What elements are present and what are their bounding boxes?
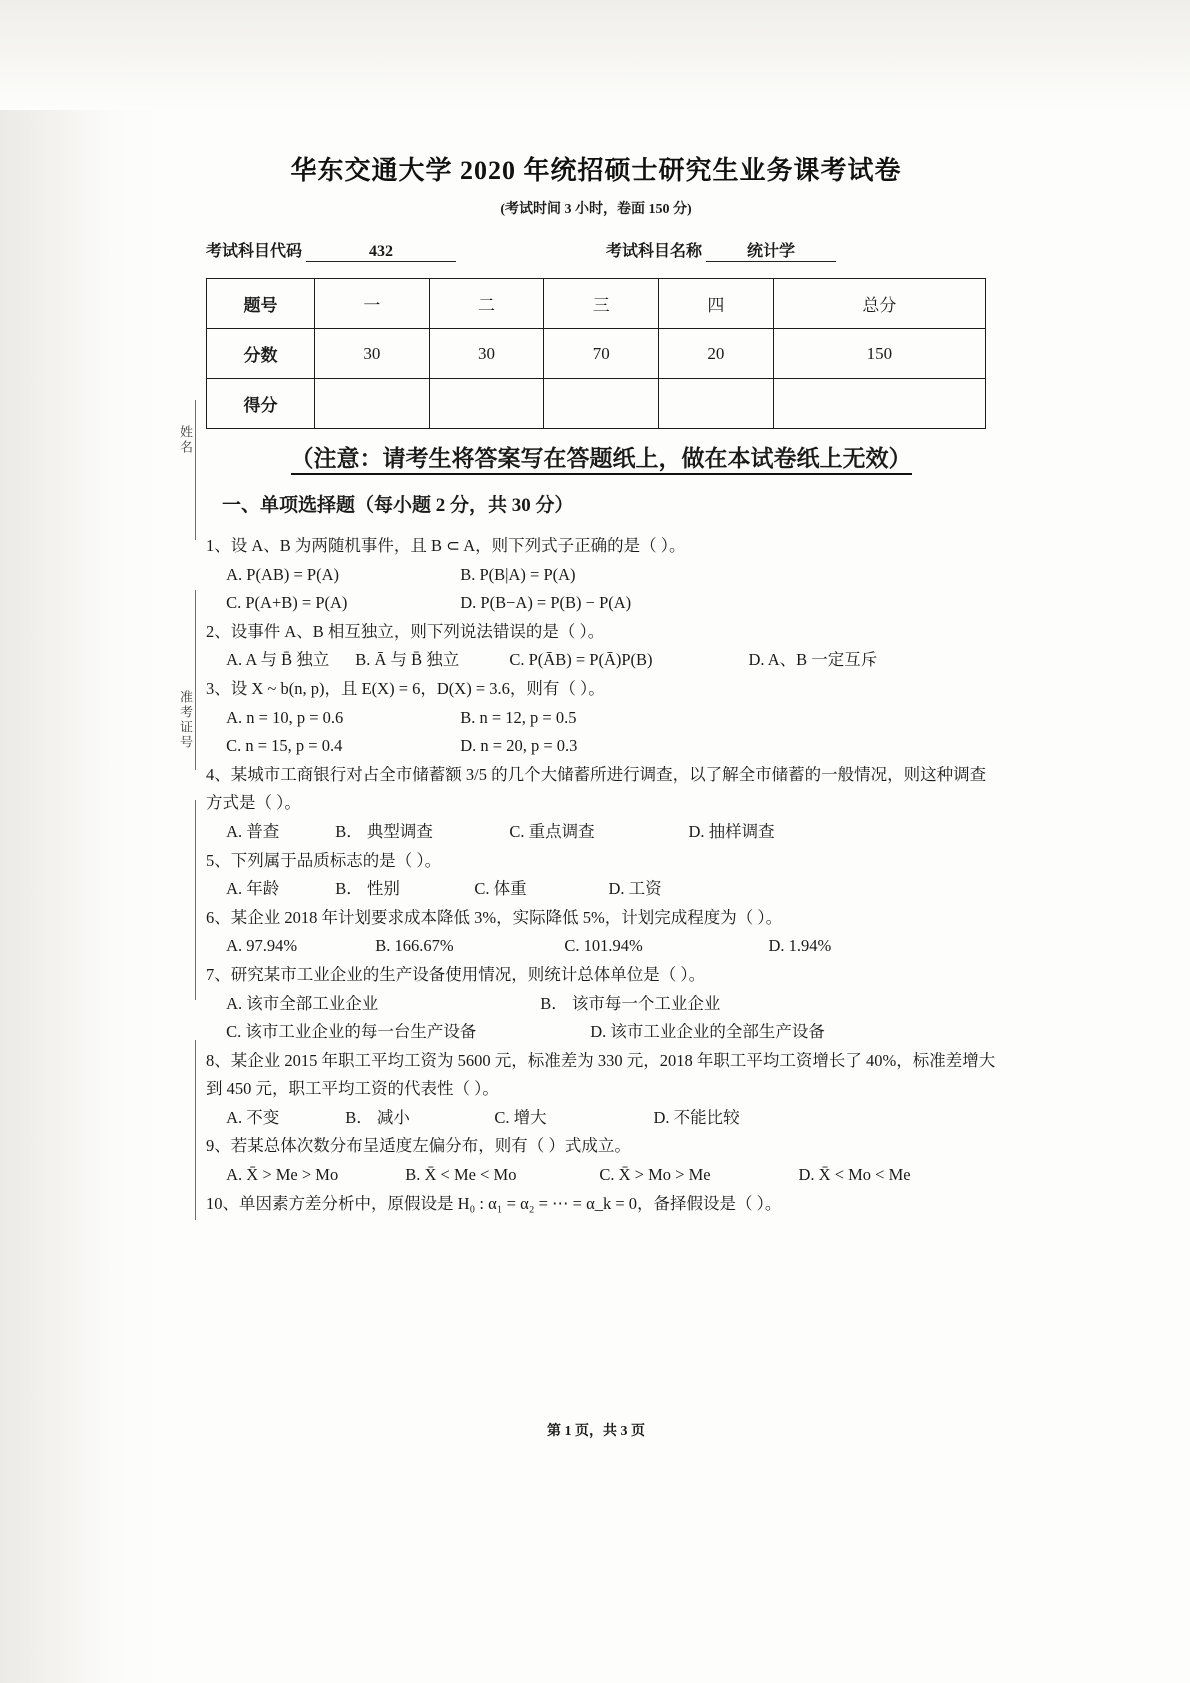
subject-name-label: 考试科目名称 [606,243,703,260]
score-table [206,278,986,429]
score-table-cell: 总分 [773,279,985,329]
question-9-stem: 9、若某总体次数分布呈适度左偏分布，则有（ ）式成立。 [206,1136,631,1156]
score-table-cell: 二 [429,279,544,329]
question-8-stem: 8、某企业 2015 年职工平均工资为 5600 元，标准差为 330 元，2018 年职工平均工资增长了 40%，标准差增大到 450 元，职工平均工资的代表性（ ）。 [206,1050,996,1099]
question-5 [206,847,996,904]
question-9-options-line1 [206,1161,996,1190]
option: D. A、B 一定互斥 [748,650,878,670]
option: B. P(B|A) = P(A) [460,564,576,584]
option: B． 性别 [335,879,400,899]
page-title: 华东交通大学 2020 年统招硕士研究生业务课考试卷 [290,156,902,185]
score-table-cell: 30 [429,329,544,379]
score-table-cell: 三 [544,279,659,329]
question-3-options-line2 [206,732,996,761]
question-9 [206,1132,996,1189]
question-6 [206,904,996,961]
question-10-stem: 10、单因素方差分析中，原假设是 H₀ : α₁ = α₂ = ⋯ = α_k = 0，备择假设是（ ）。 [206,1193,782,1213]
option: A. 普查 [226,821,280,841]
option: C. 增大 [494,1107,547,1127]
option: D. 抽样调查 [688,821,775,841]
score-table-cell [773,379,985,429]
exam-sheet [196,150,996,1470]
option: D. P(B−A) = P(B) − P(A) [460,593,632,613]
score-table-cell [315,379,430,429]
option: A. A 与 B̄ 独立 [226,650,330,670]
option: C. 101.94% [564,936,643,956]
question-1 [206,532,996,618]
subject-code-label: 考试科目代码 [206,243,303,260]
subject-name-group [606,238,836,262]
section-heading: 一、单项选择题（每小题 2 分，共 30 分） [222,495,574,516]
option: D. 不能比较 [653,1107,740,1127]
subject-name-value: 统计学 [706,238,836,262]
score-table-cell [544,379,659,429]
question-1-options-line1 [206,561,996,590]
option: B． 减小 [345,1107,410,1127]
option: D. 1.94% [768,936,832,956]
option: C. 体重 [474,879,527,899]
notice-underlined: （注意：请考生将答案写在答题纸上，做在本试卷纸上无效） [291,446,912,475]
option: A. n = 10, p = 0.6 [226,707,344,727]
score-table-row-header: 题号 [207,279,315,329]
question-8-options-line1 [206,1104,996,1133]
option: C. X̄ > Mo > Me [599,1165,711,1185]
option: C. P(A+B) = P(A) [226,593,348,613]
option: B． 该市每一个工业企业 [540,993,721,1013]
option: D. 工资 [608,879,662,899]
question-3-options-line1 [206,704,996,733]
question-6-stem: 6、某企业 2018 年计划要求成本降低 3%，实际降低 5%，计划完成程度为（ ）。 [206,907,783,927]
score-table-row-header: 得分 [207,379,315,429]
score-table-cell: 30 [315,329,430,379]
page-footer: 第 1 页，共 3 页 [547,1424,645,1439]
question-7-options-line2 [206,1018,996,1047]
option: B. Ā 与 B̄ 独立 [355,650,460,670]
subject-code-group [206,238,456,262]
question-list [206,532,996,1218]
option: B. X̄ < Me < Mo [405,1165,517,1185]
question-2-stem: 2、设事件 A、B 相互独立，则下列说法错误的是（ ）。 [206,621,605,641]
option: C. P(ĀB) = P(Ā)P(B) [509,650,653,670]
table-row [207,279,986,329]
option: B. 166.67% [375,936,454,956]
score-table-cell [429,379,544,429]
score-table-cell: 一 [315,279,430,329]
option: C. 该市工业企业的每一台生产设备 [226,1022,477,1042]
option: D. X̄ < Mo < Me [798,1165,911,1185]
option: D. n = 20, p = 0.3 [460,736,578,756]
option: D. 该市工业企业的全部生产设备 [590,1022,825,1042]
question-2 [206,618,996,675]
side-label-name: 姓名 [178,425,193,455]
score-table-cell [659,379,774,429]
option: A. 97.94% [226,936,298,956]
option: A. 年龄 [226,879,280,899]
scan-shadow-top [0,0,1190,110]
option: B． 典型调查 [335,821,433,841]
question-6-options-line1 [206,932,996,961]
question-3-stem: 3、设 X ~ b(n, p)，且 E(X) = 6，D(X) = 3.6，则有（ ）。 [206,678,605,698]
question-4-options-line1 [206,818,996,847]
scan-shadow-left [0,0,160,1683]
score-table-cell: 70 [544,329,659,379]
meta-row [206,238,996,266]
question-8 [206,1047,996,1133]
question-5-options-line1 [206,875,996,904]
subject-code-value: 432 [306,243,456,262]
question-1-stem: 1、设 A、B 为两随机事件，且 B ⊂ A，则下列式子正确的是（ ）。 [206,536,686,555]
question-5-stem: 5、下列属于品质标志的是（ ）。 [206,850,442,870]
score-table-cell: 四 [659,279,774,329]
question-7-stem: 7、研究某市工业企业的生产设备使用情况，则统计总体单位是（ ）。 [206,964,706,984]
option: A. 该市全部工业企业 [226,993,379,1013]
question-4 [206,761,996,847]
question-10 [206,1190,996,1219]
option: A. X̄ > Me > Mo [226,1165,339,1185]
question-2-options-line1 [206,646,996,675]
table-row [207,329,986,379]
score-table-cell: 150 [773,329,985,379]
question-7 [206,961,996,1047]
question-3 [206,675,996,761]
question-4-stem: 4、某城市工商银行对占全市储蓄额 3/5 的几个大储蓄所进行调查，以了解全市储蓄的一般情况，则这种调查方式是（ ）。 [206,764,987,813]
option: A. 不变 [226,1107,280,1127]
score-table-cell: 20 [659,329,774,379]
question-7-options-line1 [206,990,996,1019]
table-row [207,379,986,429]
option: B. n = 12, p = 0.5 [460,707,577,727]
notice-text [206,440,996,473]
option: C. n = 15, p = 0.4 [226,736,343,756]
side-label-exam-number: 准考证号 [178,690,193,750]
option: A. P(AB) = P(A) [226,564,340,584]
score-table-row-header: 分数 [207,329,315,379]
option: C. 重点调查 [509,821,595,841]
question-1-options-line2 [206,589,996,618]
exam-subtitle: (考试时间 3 小时，卷面 150 分) [500,202,692,217]
